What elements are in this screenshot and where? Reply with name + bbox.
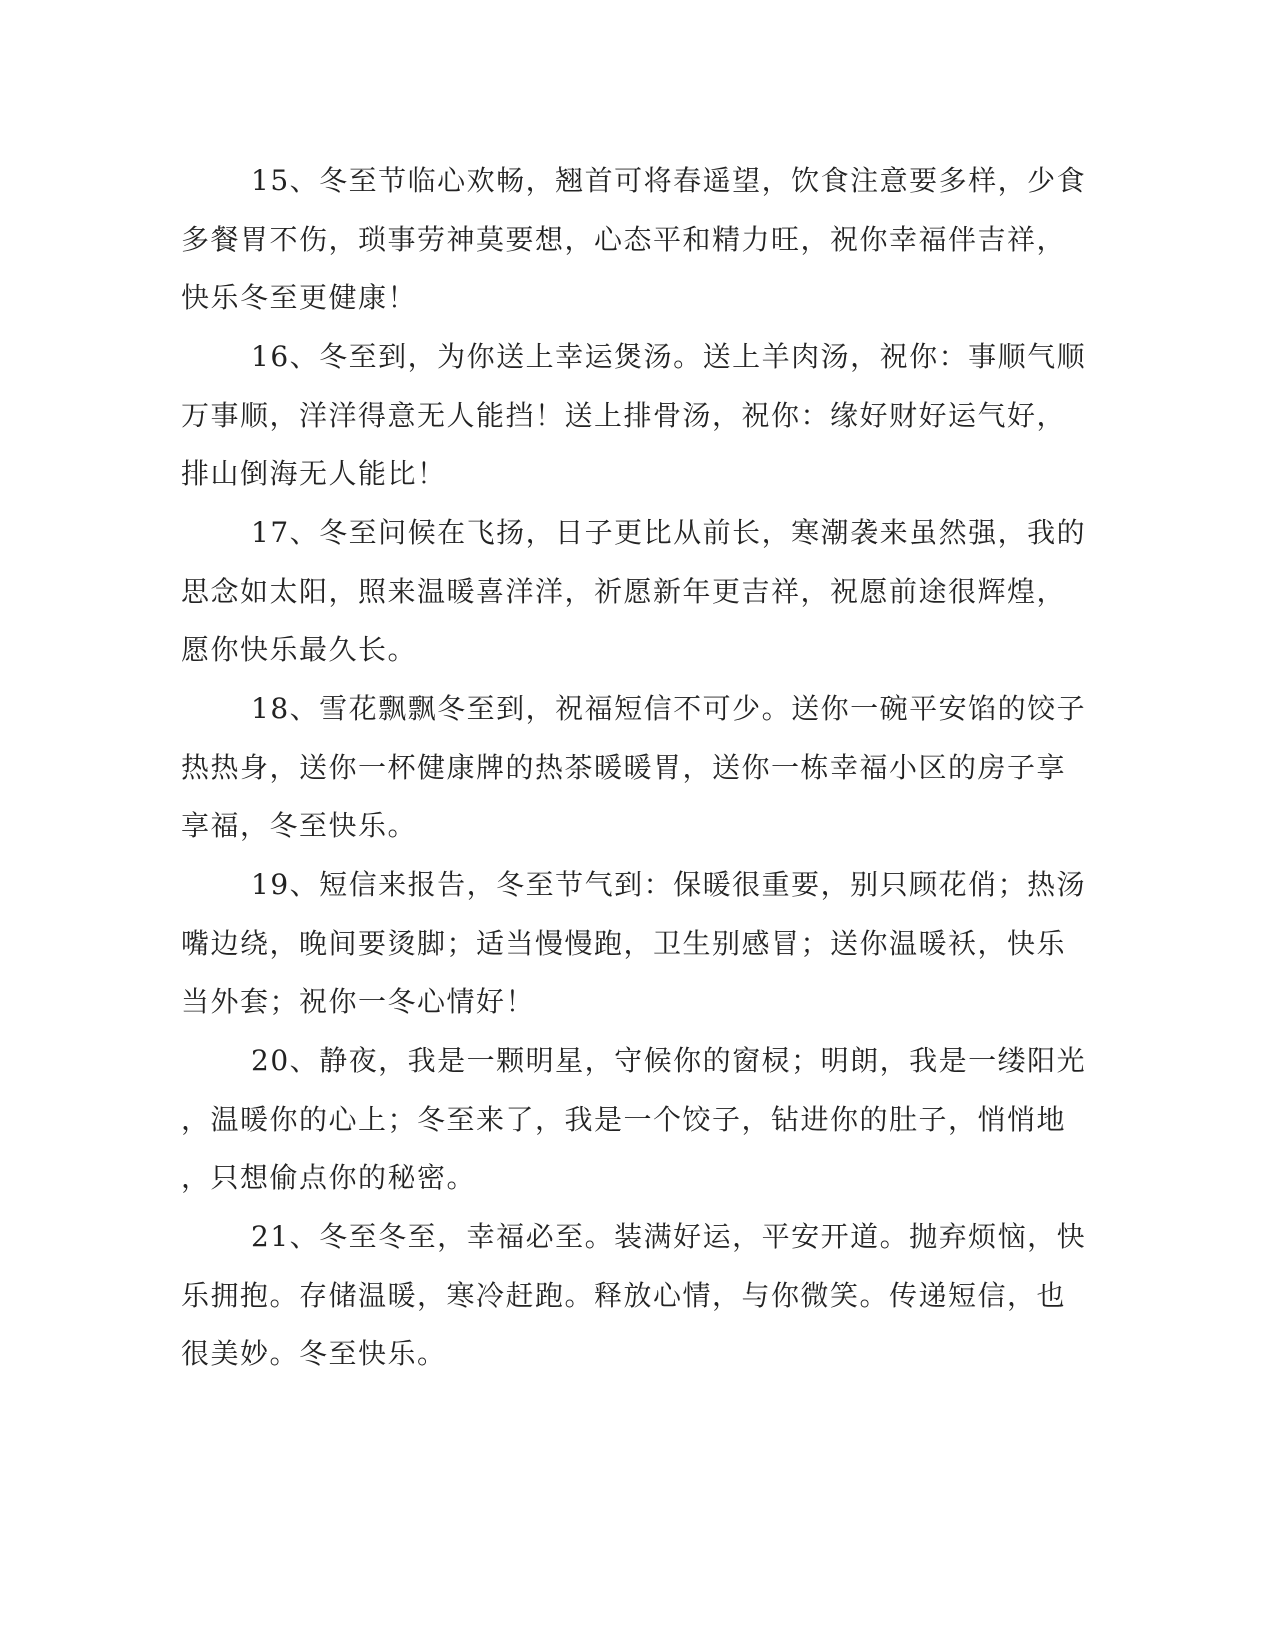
paragraph-line: 15、冬至节临心欢畅，翘首可将春遥望，饮食注意要多样，少食 (251, 164, 1087, 197)
paragraph-line: ，温暖你的心上；冬至来了，我是一个饺子，钻进你的肚子，悄悄地 (181, 1103, 1067, 1136)
paragraph-line: 当外套；祝你一冬心情好！ (181, 985, 536, 1018)
paragraph-line: 20、静夜，我是一颗明星，守候你的窗棂；明朗，我是一缕阳光 (251, 1044, 1087, 1077)
paragraph-line: 18、雪花飘飘冬至到，祝福短信不可少。送你一碗平安馅的饺子 (251, 692, 1087, 725)
paragraph-line: 排山倒海无人能比！ (181, 457, 447, 490)
paragraph-line: 热热身，送你一杯健康牌的热茶暖暖胃，送你一栋幸福小区的房子享 (181, 751, 1067, 784)
paragraph-line: 21、冬至冬至，幸福必至。装满好运，平安开道。抛弃烦恼，快 (251, 1220, 1087, 1253)
paragraph-line: 乐拥抱。存储温暖，寒冷赶跑。释放心情，与你微笑。传递短信，也 (181, 1279, 1067, 1312)
paragraph-line: 万事顺，洋洋得意无人能挡！送上排骨汤，祝你：缘好财好运气好， (181, 399, 1067, 432)
paragraph-line: 19、短信来报告，冬至节气到：保暖很重要，别只顾花俏；热汤 (251, 868, 1087, 901)
paragraph-line: 思念如太阳，照来温暖喜洋洋，祈愿新年更吉祥，祝愿前途很辉煌， (181, 575, 1067, 608)
paragraph-line: 嘴边绕，晚间要烫脚；适当慢慢跑，卫生别感冒；送你温暖袄，快乐 (181, 927, 1067, 960)
paragraph-line: 多餐胃不伤，琐事劳神莫要想，心态平和精力旺，祝你幸福伴吉祥， (181, 223, 1067, 256)
paragraph-line: 17、冬至问候在飞扬，日子更比从前长，寒潮袭来虽然强，我的 (251, 516, 1087, 549)
paragraph-line: 愿你快乐最久长。 (181, 633, 418, 666)
paragraph-line: 16、冬至到，为你送上幸运煲汤。送上羊肉汤，祝你：事顺气顺 (251, 340, 1087, 373)
paragraph-line: ，只想偷点你的秘密。 (181, 1161, 477, 1194)
paragraph-line: 快乐冬至更健康！ (181, 281, 418, 314)
paragraph-line: 很美妙。冬至快乐。 (181, 1337, 447, 1370)
paragraph-line: 享福，冬至快乐。 (181, 809, 418, 842)
